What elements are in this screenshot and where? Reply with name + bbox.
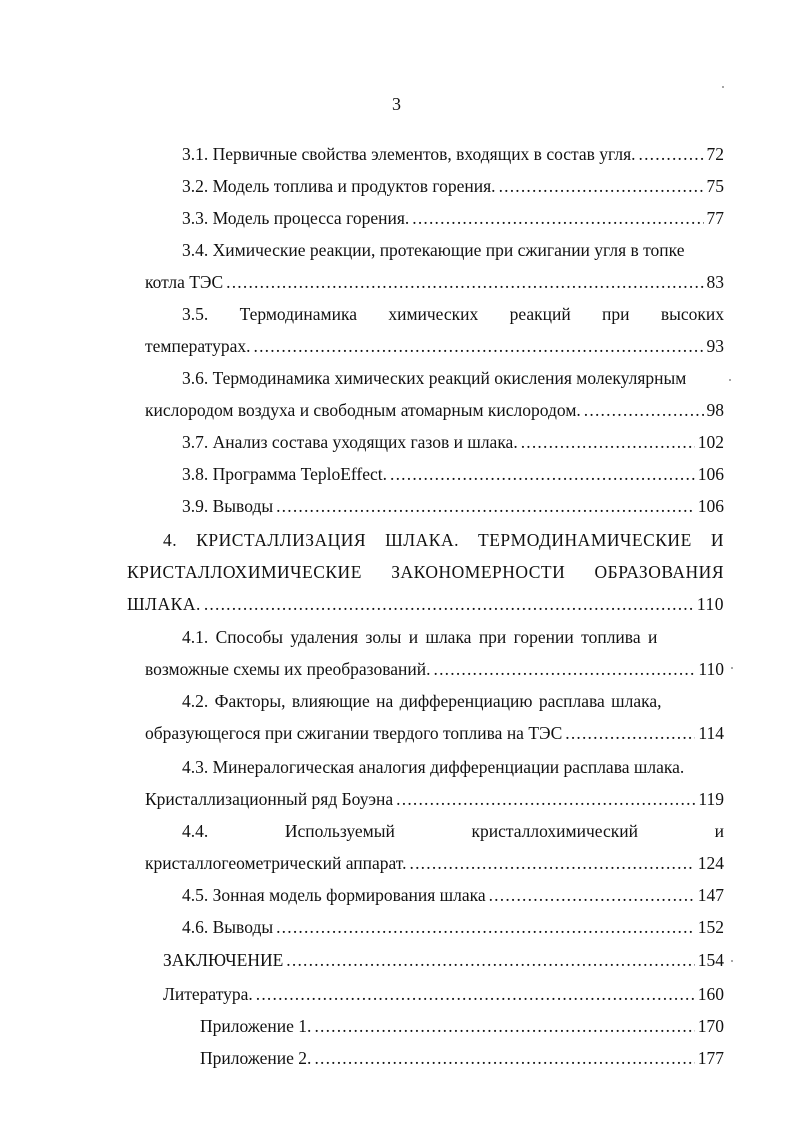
toc-entry-4-5 <box>182 883 724 907</box>
toc-entry-page: 93 <box>706 336 724 356</box>
toc-entry-appendix-2 <box>200 1046 724 1070</box>
toc-entry-title: 3.9. Выводы <box>182 496 274 516</box>
toc-entry-4-line2: КРИСТАЛЛОХИМИЧЕСКИЕ ЗАКОНОМЕРНОСТИ ОБРАЗОВАНИЯ <box>127 562 724 582</box>
toc-entry-title: 3.7. Анализ состава уходящих газов и шлака. <box>182 432 518 452</box>
toc-entry-page: 154 <box>697 950 724 970</box>
toc-entry-page: 98 <box>706 400 724 420</box>
toc-entry-title: 3.8. Программа TeploEffect. <box>182 464 388 484</box>
toc-entry-page: 177 <box>697 1048 724 1068</box>
toc-entry-3-4-line1: 3.4. Химические реакции, протекающие при сжигании угля в топке <box>182 240 685 260</box>
toc-entry-3-1 <box>182 142 724 166</box>
toc-entry-title: кристаллогеометрический аппарат. <box>145 853 407 873</box>
toc-entry-page: 110 <box>698 659 724 679</box>
toc-entry-title: 3.3. Модель процесса горения. <box>182 208 410 228</box>
toc-entry-page: 170 <box>697 1016 724 1036</box>
toc-entry-4-line1: 4. КРИСТАЛЛИЗАЦИЯ ШЛАКА. ТЕРМОДИНАМИЧЕСКИЕ И <box>163 530 724 550</box>
toc-entry-3-8 <box>182 462 724 486</box>
scan-speck <box>731 960 733 962</box>
toc-entry-title: 4.6. Выводы <box>182 917 274 937</box>
toc-entry-3-5-line1: 3.5. Термодинамика химических реакций при высоких <box>182 304 724 324</box>
toc-entry-4-1-line1: 4.1. Способы удаления золы и шлака при горении топлива и <box>182 627 658 647</box>
toc-entry-page: 147 <box>697 885 724 905</box>
toc-entry-3-3 <box>182 206 724 230</box>
toc-entry-title: 4.5. Зонная модель формирования шлака <box>182 885 486 905</box>
toc-entry-literature <box>163 982 724 1006</box>
toc-entry-4-1 <box>145 657 724 681</box>
toc-entry-title: 3.2. Модель топлива и продуктов горения. <box>182 176 496 196</box>
toc-entry-4-3-line1: 4.3. Минералогическая аналогия дифференциации расплава шлака. <box>182 757 685 777</box>
toc-entry-4-3 <box>145 787 724 811</box>
toc-entry-3-9 <box>182 494 724 518</box>
toc-entry-page: 106 <box>697 464 724 484</box>
scan-speck <box>731 667 733 669</box>
toc-entry-title: температурах. <box>145 336 251 356</box>
toc-entry-page: 106 <box>697 496 724 516</box>
toc-entry-title: возможные схемы их преобразований. <box>145 659 431 679</box>
toc-entry-title: котла ТЭС <box>145 272 224 292</box>
toc-entry-page: 72 <box>706 144 724 164</box>
toc-entry-4-2-line1: 4.2. Факторы, влияющие на дифференциацию расплава шлака, <box>182 691 662 711</box>
toc-entry-page: 102 <box>697 432 724 452</box>
toc-entry-title: ЗАКЛЮЧЕНИЕ <box>163 950 284 970</box>
toc-entry-3-6-line1: 3.6. Термодинамика химических реакций окисления молекулярным <box>182 368 687 388</box>
toc-entry-title: ШЛАКА. <box>127 594 201 614</box>
toc-entry-appendix-1 <box>200 1014 724 1038</box>
toc-entry-title: Литература. <box>163 984 253 1004</box>
toc-entry-page: 110 <box>696 594 724 614</box>
toc-entry-4 <box>127 592 724 616</box>
toc-entry-3-5 <box>145 334 724 358</box>
scan-speck <box>729 379 731 381</box>
toc-entry-page: 119 <box>698 789 724 809</box>
toc-entry-page: 83 <box>706 272 724 292</box>
toc-entry-page: 152 <box>697 917 724 937</box>
toc-entry-page: 77 <box>706 208 724 228</box>
scan-speck <box>722 86 724 88</box>
toc-entry-page: 124 <box>697 853 724 873</box>
toc-entry-4-6 <box>182 915 724 939</box>
toc-entry-conclusion <box>163 948 724 972</box>
toc-entry-title: образующегося при сжигании твердого топлива на ТЭС <box>145 723 563 743</box>
toc-entry-4-4 <box>145 851 724 875</box>
toc-entry-3-2 <box>182 174 724 198</box>
toc-entry-title: Кристаллизационный ряд Боуэна <box>145 789 394 809</box>
toc-entry-3-6 <box>145 398 724 422</box>
toc-entry-title: Приложение 2. <box>200 1048 312 1068</box>
toc-entry-title: Приложение 1. <box>200 1016 312 1036</box>
toc-entry-title: кислородом воздуха и свободным атомарным кислородом. <box>145 400 581 420</box>
toc-entry-4-2 <box>145 721 724 745</box>
toc-entry-3-7 <box>182 430 724 454</box>
toc-entry-title: 3.1. Первичные свойства элементов, входящих в состав угля. <box>182 144 636 164</box>
page-number: 3 <box>392 94 401 114</box>
toc-entry-page: 160 <box>697 984 724 1004</box>
toc-entry-page: 75 <box>706 176 724 196</box>
toc-entry-3-4 <box>145 270 724 294</box>
toc-entry-4-4-line1: 4.4. Используемый кристаллохимический и <box>182 821 724 841</box>
toc-entry-page: 114 <box>698 723 724 743</box>
